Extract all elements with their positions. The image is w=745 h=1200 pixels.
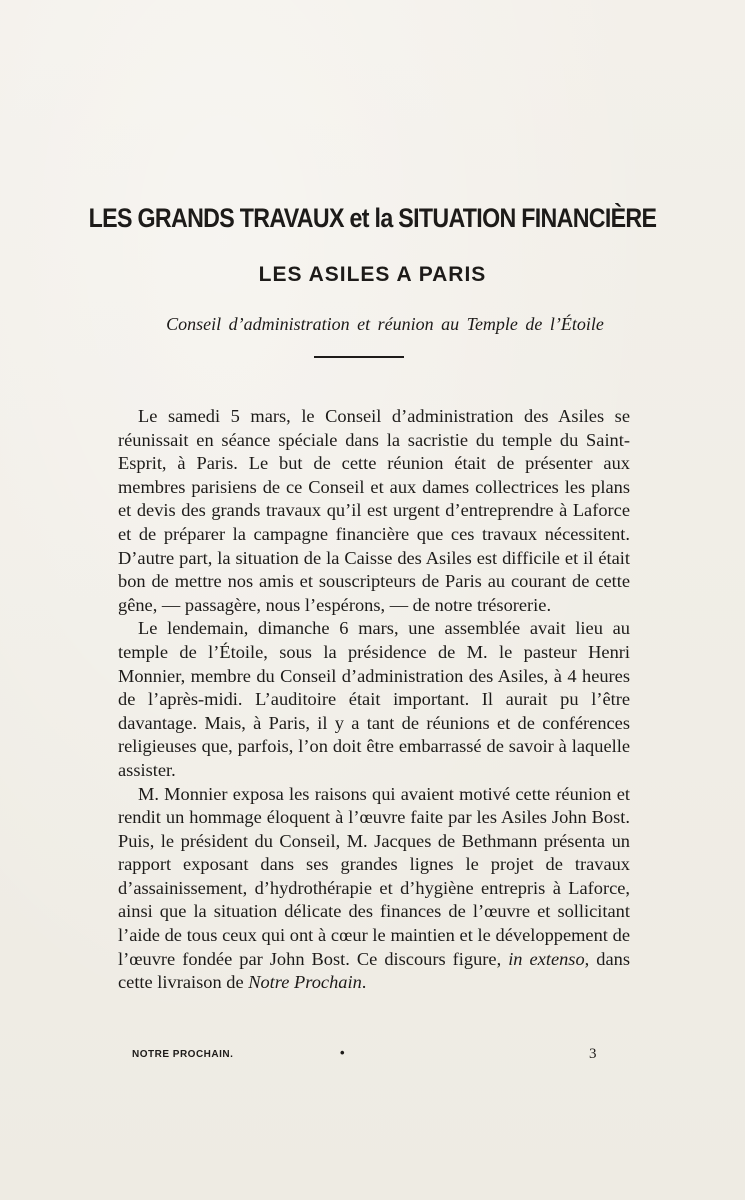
article-body (118, 405, 630, 995)
paragraph-3-text-a: M. Monnier exposa les raisons qui avaient motivé cette réunion et rendit un hommage éloquent à l’œuvre faite par les Asiles John Bost. Puis, le président du Conseil, M. Jacques de Bethmann présenta un rapport exposant dans ses grandes lignes le projet de travaux d’assainissement, d’hydrothérapie et d’hygiène entrepris à Laforce, ainsi que la situation délicate des finances de l’œuvre et sollicitant l’aide de tous ceux qui ont à cœur le maintien et le développement de l’œuvre fondée par John Bost. Ce discours figure, (118, 783, 630, 969)
section-divider (314, 356, 404, 358)
page-footer (132, 1045, 597, 1065)
paragraph-1: Le samedi 5 mars, le Conseil d’administration des Asiles se réunissait en séance spéciale dans la sacristie du temple du Saint-Esprit, à Paris. Le but de cette réunion était de présenter aux membres parisiens de ce Conseil et aux dames collectrices les plans et devis des grands travaux qu’il est urgent d’entreprendre à Laforce et de préparer la campagne financière que ces travaux nécessitent. D’autre part, la situation de la Caisse des Asiles est difficile et il était bon de mettre nos amis et souscripteurs de Paris au courant de cette gêne, — passagère, nous l’espérons, — de notre trésorerie. (118, 406, 630, 615)
article-title: LES GRANDS TRAVAUX et la SITUATION FINANCIÈRE (88, 203, 657, 233)
paragraph-3-italic-in-extenso: in extenso (508, 948, 585, 969)
footer-separator: • (340, 1045, 346, 1060)
footer-publication: NOTRE PROCHAIN. (132, 1049, 234, 1060)
paragraph-3-text-c: . (361, 972, 367, 993)
page-number: 3 (589, 1046, 597, 1062)
paragraph-3-italic-notre-prochain: Notre Prochain (248, 972, 362, 993)
article-kicker: Conseil d’administration et réunion au Temple de l’Étoile (166, 314, 604, 334)
paragraph-3 (118, 783, 630, 995)
article-subtitle: LES ASILES A PARIS (258, 263, 487, 286)
paragraph-3-text-b: , dans cette livraison de (118, 948, 631, 993)
paragraph-2: Le lendemain, dimanche 6 mars, une assemblée avait lieu au temple de l’Étoile, sous la présidence de M. le pasteur Henri Monnier, membre du Conseil d’administration des Asiles, à 4 heures de l’après-midi. L’auditoire était important. Il aurait pu l’être davantage. Mais, à Paris, il y a tant de réunions et de conférences religieuses que, parfois, l’on doit être embarrassé de savoir à laquelle assister. (118, 618, 630, 780)
